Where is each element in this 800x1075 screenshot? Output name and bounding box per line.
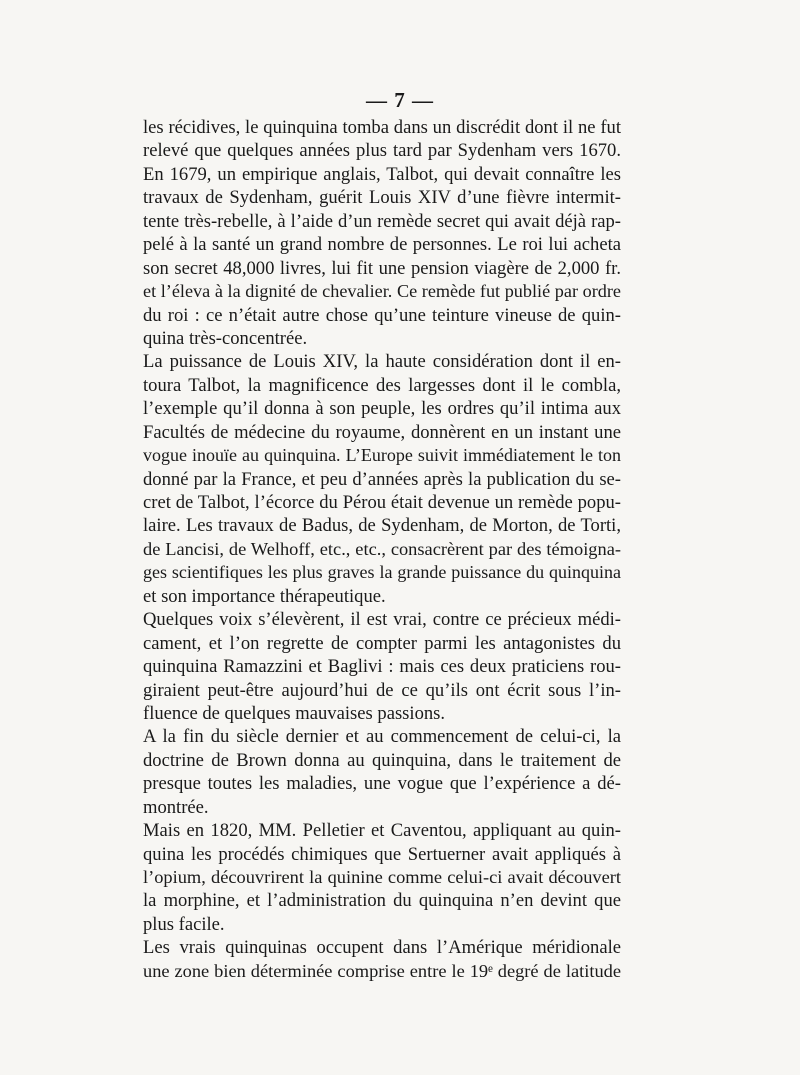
text-line: et son importance thérapeutique. [143,585,386,607]
text-line: En 1679, un empirique anglais, Talbot, qui devait connaître les [143,163,621,185]
text-line: montrée. [143,796,209,818]
text-line: quinquina Ramazzini et Baglivi : mais ces deux praticiens rou- [143,656,621,678]
text-line: quina les procédés chimiques que Sertuerner avait appliqués à [143,843,621,865]
page-number: — 7 — [366,88,434,112]
text-line: giraient peut-être aujourd’hui de ce qu’ils ont écrit sous l’in- [143,679,621,701]
text-line: A la fin du siècle dernier et au commencement de celui-ci, la [143,726,621,748]
text-line: doctrine de Brown donna au quinquina, dans le traitement de [143,749,621,771]
text-line: les récidives, le quinquina tomba dans un discrédit dont il ne fut [143,117,621,138]
text-line: l’exemple qu’il donna à son peuple, les ordres qu’il intima aux [143,398,621,420]
text-line: relevé que quelques années plus tard par Sydenham vers 1670. [143,140,621,162]
text-line: et l’éleva à la dignité de chevalier. Ce remède fut publié par ordre [143,281,621,302]
text-line: la morphine, et l’administration du quinquina n’en devint que [143,890,621,912]
text-line: laire. Les travaux de Badus, de Sydenham, de Morton, de Torti, [143,515,621,537]
text-line: tente très-rebelle, à l’aide d’un remède secret qui avait déjà rap- [143,210,621,232]
text-line: Facultés de médecine du royaume, donnèrent en un instant une [143,421,621,443]
text-line: donné par la France, et peu d’années après la publication du se- [143,468,621,490]
text-line: l’opium, découvrirent la quinine comme celui-ci avait découvert [143,867,621,887]
text-line: son secret 48,000 livres, lui fit une pension viagère de 2,000 fr. [143,257,621,279]
text-line: du roi : ce n’était autre chose qu’une teinture vineuse de quin- [143,304,621,326]
text-line: ges scientifiques les plus graves la grande puissance du quinquina [143,562,621,583]
text-line: La puissance de Louis XIV, la haute considération dont il en- [143,351,621,373]
text-line: plus facile. [143,913,225,935]
text-line: cret de Talbot, l’écorce du Pérou était devenue un remède popu- [143,492,621,513]
text-line: de Lancisi, de Welhoff, etc., etc., consacrèrent par des témoigna- [143,538,621,559]
text-line: presque toutes les maladies, une vogue que l’expérience a dé- [143,773,621,795]
body-text [143,116,621,983]
text-line: travaux de Sydenham, guérit Louis XIV d’une fièvre intermit- [143,187,621,209]
text-line: une zone bien déterminée comprise entre le 19ᵉ degré de latitude [143,960,621,981]
text-line: fluence de quelques mauvaises passions. [143,702,446,724]
text-line: Quelques voix s’élevèrent, il est vrai, contre ce précieux médi- [143,609,621,631]
text-line: toura Talbot, la magnificence des largesses dont il le combla, [143,374,621,396]
text-line: Les vrais quinquinas occupent dans l’Amérique méridionale [143,937,621,959]
text-line: pelé à la santé un grand nombre de personnes. Le roi lui acheta [143,234,621,256]
text-line: cament, et l’on regrette de compter parmi les antagonistes du [143,632,621,654]
text-line: quina très-concentrée. [143,327,308,349]
text-line: Mais en 1820, MM. Pelletier et Caventou, appliquant au quin- [143,820,621,842]
text-line: vogue inouïe au quinquina. L’Europe suivit immédiatement le ton [143,445,621,466]
